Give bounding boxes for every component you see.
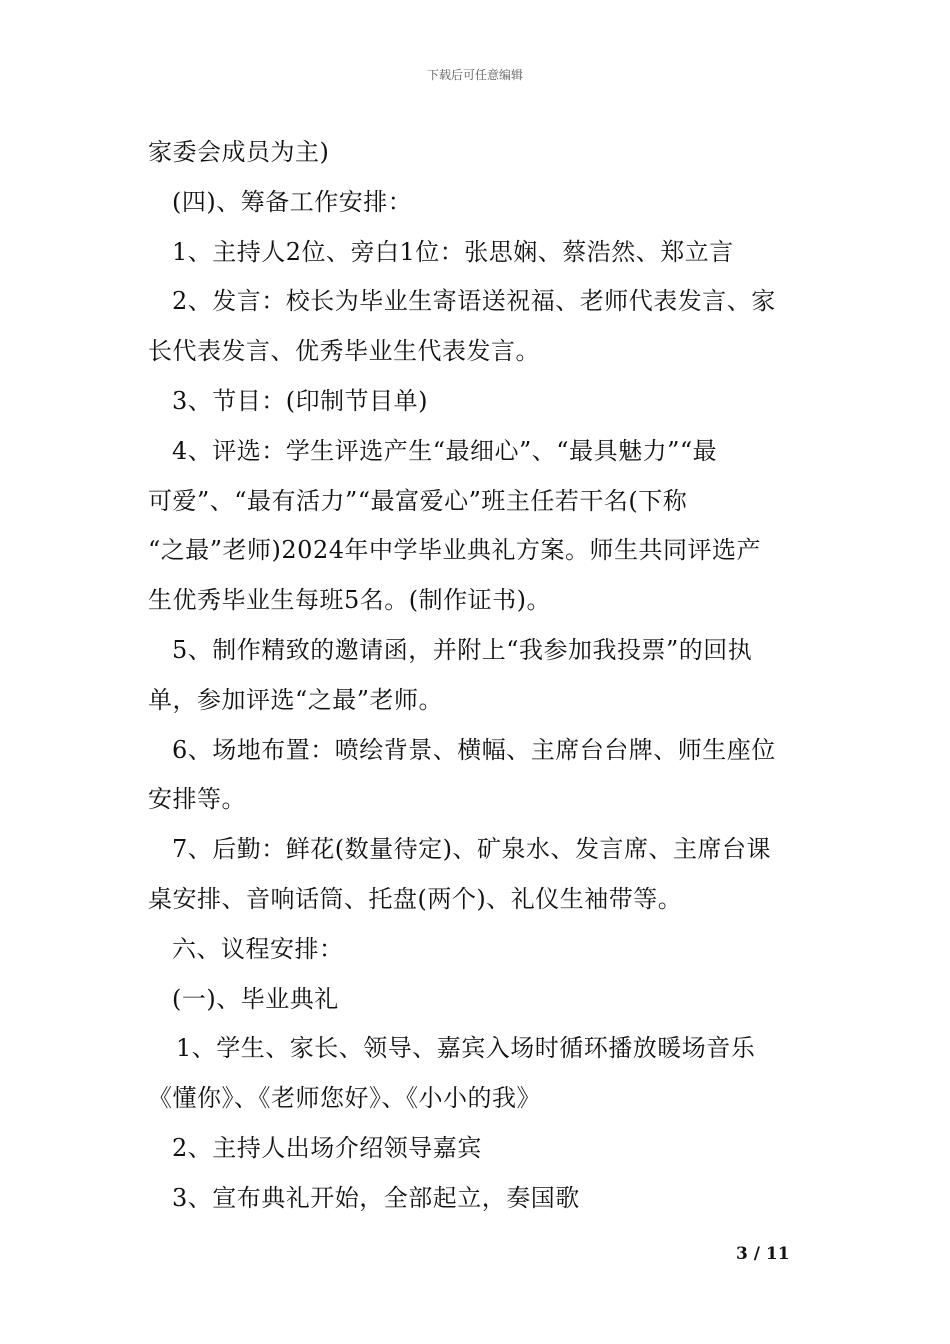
paragraph-line: 家委会成员为主) bbox=[148, 138, 330, 166]
paragraph-line: 4、评选：学生评选产生“最细心”、“最具魅力”“最 bbox=[172, 436, 718, 465]
paragraph-line: 5、制作精致的邀请函，并附上“我参加我投票”的回执 bbox=[172, 635, 753, 664]
paragraph-line: 2、主持人出场介绍领导嘉宾 bbox=[172, 1133, 482, 1162]
paragraph-line: “之最”老师)2024年中学毕业典礼方案。师生共同评选产 bbox=[148, 536, 761, 565]
paragraph-line: 3、宣布典礼开始，全部起立，奏国歌 bbox=[172, 1183, 580, 1212]
paragraph-line: 安排等。 bbox=[148, 785, 246, 814]
page-number: 3 / 11 bbox=[736, 1244, 790, 1264]
paragraph-line: 长代表发言、优秀毕业生代表发言。 bbox=[148, 337, 540, 366]
section-heading: (四)、筹备工作安排： bbox=[172, 187, 413, 216]
paragraph-line: 7、后勤：鲜花(数量待定)、矿泉水、发言席、主席台课 bbox=[172, 835, 771, 864]
section-heading: 六、议程安排： bbox=[172, 934, 344, 963]
paragraph-line: 3、节目：(印制节目单) bbox=[172, 386, 428, 415]
paragraph-line: 2、发言：校长为毕业生寄语送祝福、老师代表发言、家 bbox=[172, 287, 776, 316]
paragraph-line: 可爱”、“最有活力”“最富爱心”班主任若干名(下称 bbox=[148, 486, 688, 515]
section-heading: (一)、毕业典礼 bbox=[172, 984, 339, 1013]
document-body bbox=[148, 128, 808, 1224]
page-header: 下载后可任意编辑 bbox=[426, 68, 523, 82]
paragraph-line: 单，参加评选“之最”老师。 bbox=[148, 685, 444, 714]
paragraph-line: 生优秀毕业生每班5名。(制作证书)。 bbox=[148, 586, 551, 615]
paragraph-line: 1、主持人2位、旁白1位：张思娴、蔡浩然、郑立言 bbox=[172, 237, 734, 266]
paragraph-line: 1、学生、家长、领导、嘉宾入场时循环播放暖场音乐 bbox=[176, 1034, 756, 1063]
paragraph-line: 6、场地布置：喷绘背景、横幅、主席台台牌、师生座位 bbox=[172, 735, 776, 764]
paragraph-line: 《懂你》、《老师您好》、《小小的我》 bbox=[148, 1084, 541, 1113]
paragraph-line: 桌安排、音响话筒、托盘(两个)、礼仪生袖带等。 bbox=[148, 884, 683, 913]
